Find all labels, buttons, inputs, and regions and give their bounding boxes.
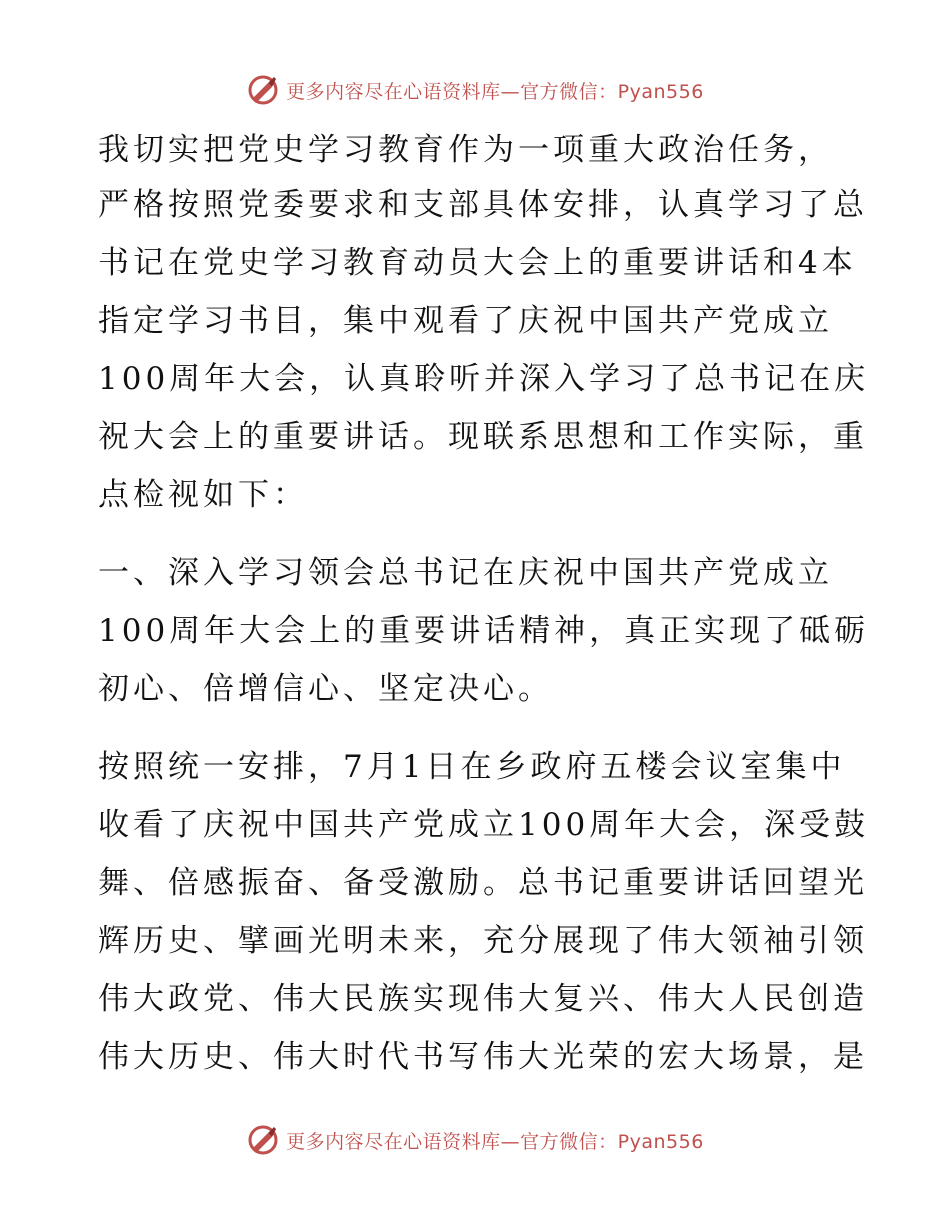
section-heading-line: 一、深入学习领会总书记在庆祝中国共产党成立 [98, 555, 833, 591]
paragraph-line: 100周年大会，认真聆听并深入学习了总书记在庆 [98, 361, 870, 397]
paragraph-line: 点检视如下： [98, 477, 308, 513]
paragraph-line: 祝大会上的重要讲话。现联系思想和工作实际，重 [98, 419, 868, 455]
paragraph-line: 书记在党史学习教育动员大会上的重要讲话和4本 [98, 245, 857, 281]
paragraph-line: 伟大政党、伟大民族实现伟大复兴、伟大人民创造 [98, 981, 868, 1017]
section-heading-line: 初心、倍增信心、坚定决心。 [98, 671, 553, 707]
paragraph-line: 舞、倍感振奋、备受激励。总书记重要讲话回望光 [98, 865, 868, 901]
pen-logo-icon [246, 1123, 280, 1157]
paragraph-line: 严格按照党委要求和支部具体安排，认真学习了总 [98, 187, 868, 223]
paragraph-line: 我切实把党史学习教育作为一项重大政治任务， [98, 132, 833, 168]
paragraph-line: 伟大历史、伟大时代书写伟大光荣的宏大场景，是 [98, 1039, 868, 1075]
bottom-watermark-banner [0, 1120, 950, 1160]
paragraph-line: 收看了庆祝中国共产党成立100周年大会，深受鼓 [98, 807, 870, 843]
paragraph-line: 指定学习书目，集中观看了庆祝中国共产党成立 [98, 303, 833, 339]
paragraph-line: 辉历史、擘画光明未来，充分展现了伟大领袖引领 [98, 923, 868, 959]
watermark-text: 更多内容尽在心语资料库—官方微信：Pyan556 [286, 1130, 704, 1153]
section-heading-line: 100周年大会上的重要讲话精神，真正实现了砥砺 [98, 613, 870, 649]
paragraph-line: 按照统一安排，7月1日在乡政府五楼会议室集中 [98, 749, 846, 785]
watermark-text: 更多内容尽在心语资料库—官方微信：Pyan556 [286, 80, 704, 103]
